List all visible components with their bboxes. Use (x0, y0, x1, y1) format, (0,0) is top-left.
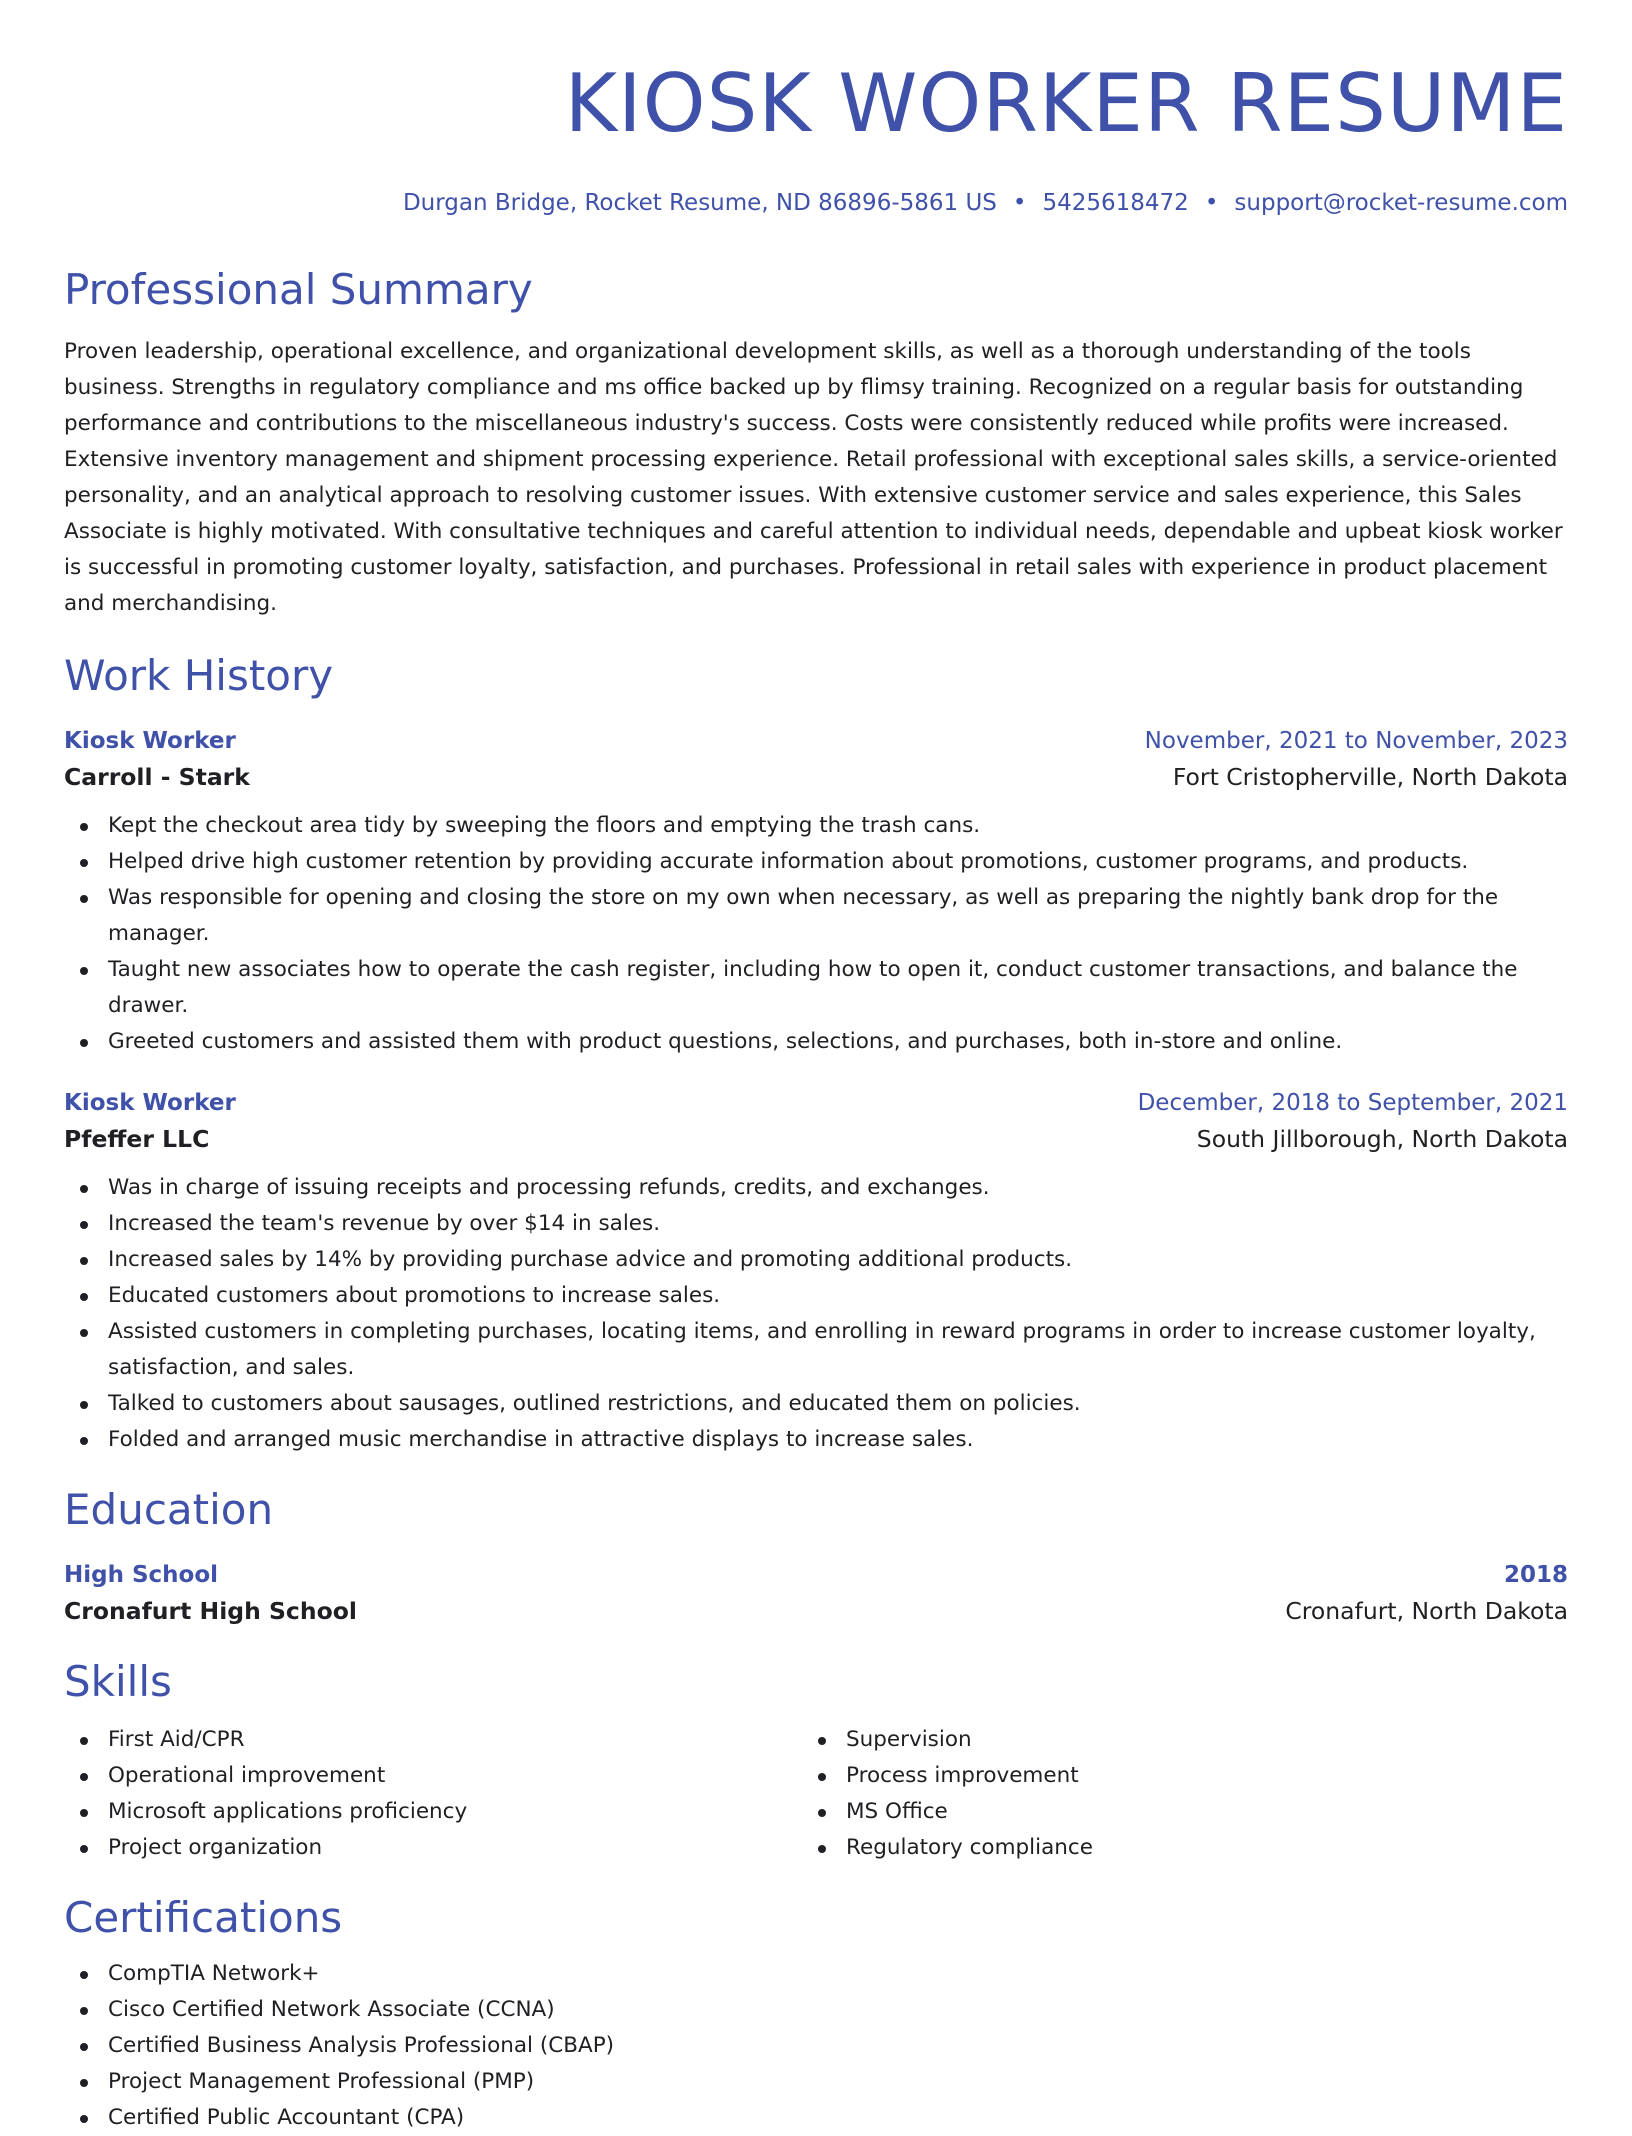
list-item: Project Management Professional (PMP) (64, 2064, 1568, 2100)
resume-title: KIOSK WORKER RESUME (564, 57, 1568, 150)
contact-phone: 5425618472 (1042, 190, 1189, 216)
list-item: Taught new associates how to operate the cash register, including how to open it, conduct customer transactions, and balance the drawer. (64, 952, 1568, 1024)
list-item: Cisco Certified Network Associate (CCNA) (64, 1992, 1568, 2028)
contact-separator: • (1012, 190, 1027, 216)
list-item: Kept the checkout area tidy by sweeping the floors and emptying the trash cans. (64, 808, 1568, 844)
job-location: South Jillborough, North Dakota (1196, 1125, 1568, 1153)
list-item: Regulatory compliance (802, 1830, 1568, 1866)
list-item: Operational improvement (64, 1758, 802, 1794)
list-item: CompTIA Network+ (64, 1956, 1568, 1992)
list-item: Increased sales by 14% by providing purchase advice and promoting additional products. (64, 1242, 1568, 1278)
contact-address: Durgan Bridge, Rocket Resume, ND 86896-5861 US (402, 190, 997, 216)
job-bullets (64, 808, 1568, 1060)
contact-line (64, 188, 1568, 218)
list-item: Educated customers about promotions to increase sales. (64, 1278, 1568, 1314)
list-item: Supervision (802, 1722, 1568, 1758)
education-school: Cronafurt High School (64, 1597, 357, 1625)
list-item: MS Office (802, 1794, 1568, 1830)
job-bullets (64, 1170, 1568, 1458)
job-entry (64, 724, 1568, 1060)
job-entry (64, 1086, 1568, 1458)
skills-grid (64, 1722, 1568, 1866)
education-degree: High School (64, 1562, 219, 1588)
work-history-heading: Work History (64, 651, 334, 700)
job-dates: December, 2018 to September, 2021 (1137, 1090, 1568, 1116)
list-item: Was responsible for opening and closing the store on my own when necessary, as well as preparing the nightly bank drop for the manager. (64, 880, 1568, 952)
list-item: Microsoft applications proficiency (64, 1794, 802, 1830)
skills-heading: Skills (64, 1657, 172, 1706)
list-item: Process improvement (802, 1758, 1568, 1794)
job-company: Pfeffer LLC (64, 1125, 210, 1153)
skills-list-right (802, 1722, 1568, 1866)
education-location: Cronafurt, North Dakota (1285, 1597, 1568, 1625)
summary-text: Proven leadership, operational excellence, and organizational development skills, as well as a thorough understanding of the tools business. Strengths in regulatory compliance and ms office backed up by flimsy training. Recognized on a regular basis for outstanding performance and contributions to the miscellaneous industry's success. Costs were consistently reduced while profits were increased. Extensive inventory management and shipment processing experience. Retail professional with exceptional sales skills, a service-oriented personality, and an analytical approach to resolving customer issues. With extensive customer service and sales experience, this Sales Associate is highly motivated. With consultative techniques and careful attention to individual needs, dependable and upbeat kiosk worker is successful in promoting customer loyalty, satisfaction, and purchases. Professional in retail sales with experience in product placement and merchandising. (64, 339, 1563, 616)
certifications-list (64, 1956, 1568, 2136)
list-item: Certified Business Analysis Professional (CBAP) (64, 2028, 1568, 2064)
list-item: Helped drive high customer retention by providing accurate information about promotions, customer programs, and products. (64, 844, 1568, 880)
certifications-heading: Certifications (64, 1893, 343, 1942)
list-item: Increased the team's revenue by over $14 in sales. (64, 1206, 1568, 1242)
list-item: Assisted customers in completing purchases, locating items, and enrolling in reward programs in order to increase customer loyalty, satisfaction, and sales. (64, 1314, 1568, 1386)
contact-email: support@rocket-resume.com (1234, 190, 1568, 216)
job-role: Kiosk Worker (64, 1090, 236, 1116)
education-heading: Education (64, 1485, 274, 1534)
skills-list-left (64, 1722, 802, 1866)
list-item: Certified Public Accountant (CPA) (64, 2100, 1568, 2136)
job-dates: November, 2021 to November, 2023 (1144, 728, 1568, 754)
contact-separator: • (1204, 190, 1219, 216)
list-item: Project organization (64, 1830, 802, 1866)
education-year: 2018 (1503, 1562, 1568, 1588)
list-item: Talked to customers about sausages, outlined restrictions, and educated them on policies. (64, 1386, 1568, 1422)
list-item: Folded and arranged music merchandise in attractive displays to increase sales. (64, 1422, 1568, 1458)
list-item: First Aid/CPR (64, 1722, 802, 1758)
job-location: Fort Cristopherville, North Dakota (1172, 763, 1568, 791)
job-company: Carroll - Stark (64, 763, 250, 791)
education-entry (64, 1558, 1568, 1630)
job-role: Kiosk Worker (64, 728, 236, 754)
list-item: Greeted customers and assisted them with product questions, selections, and purchases, both in-store and online. (64, 1024, 1568, 1060)
list-item: Was in charge of issuing receipts and processing refunds, credits, and exchanges. (64, 1170, 1568, 1206)
summary-heading: Professional Summary (64, 265, 533, 314)
